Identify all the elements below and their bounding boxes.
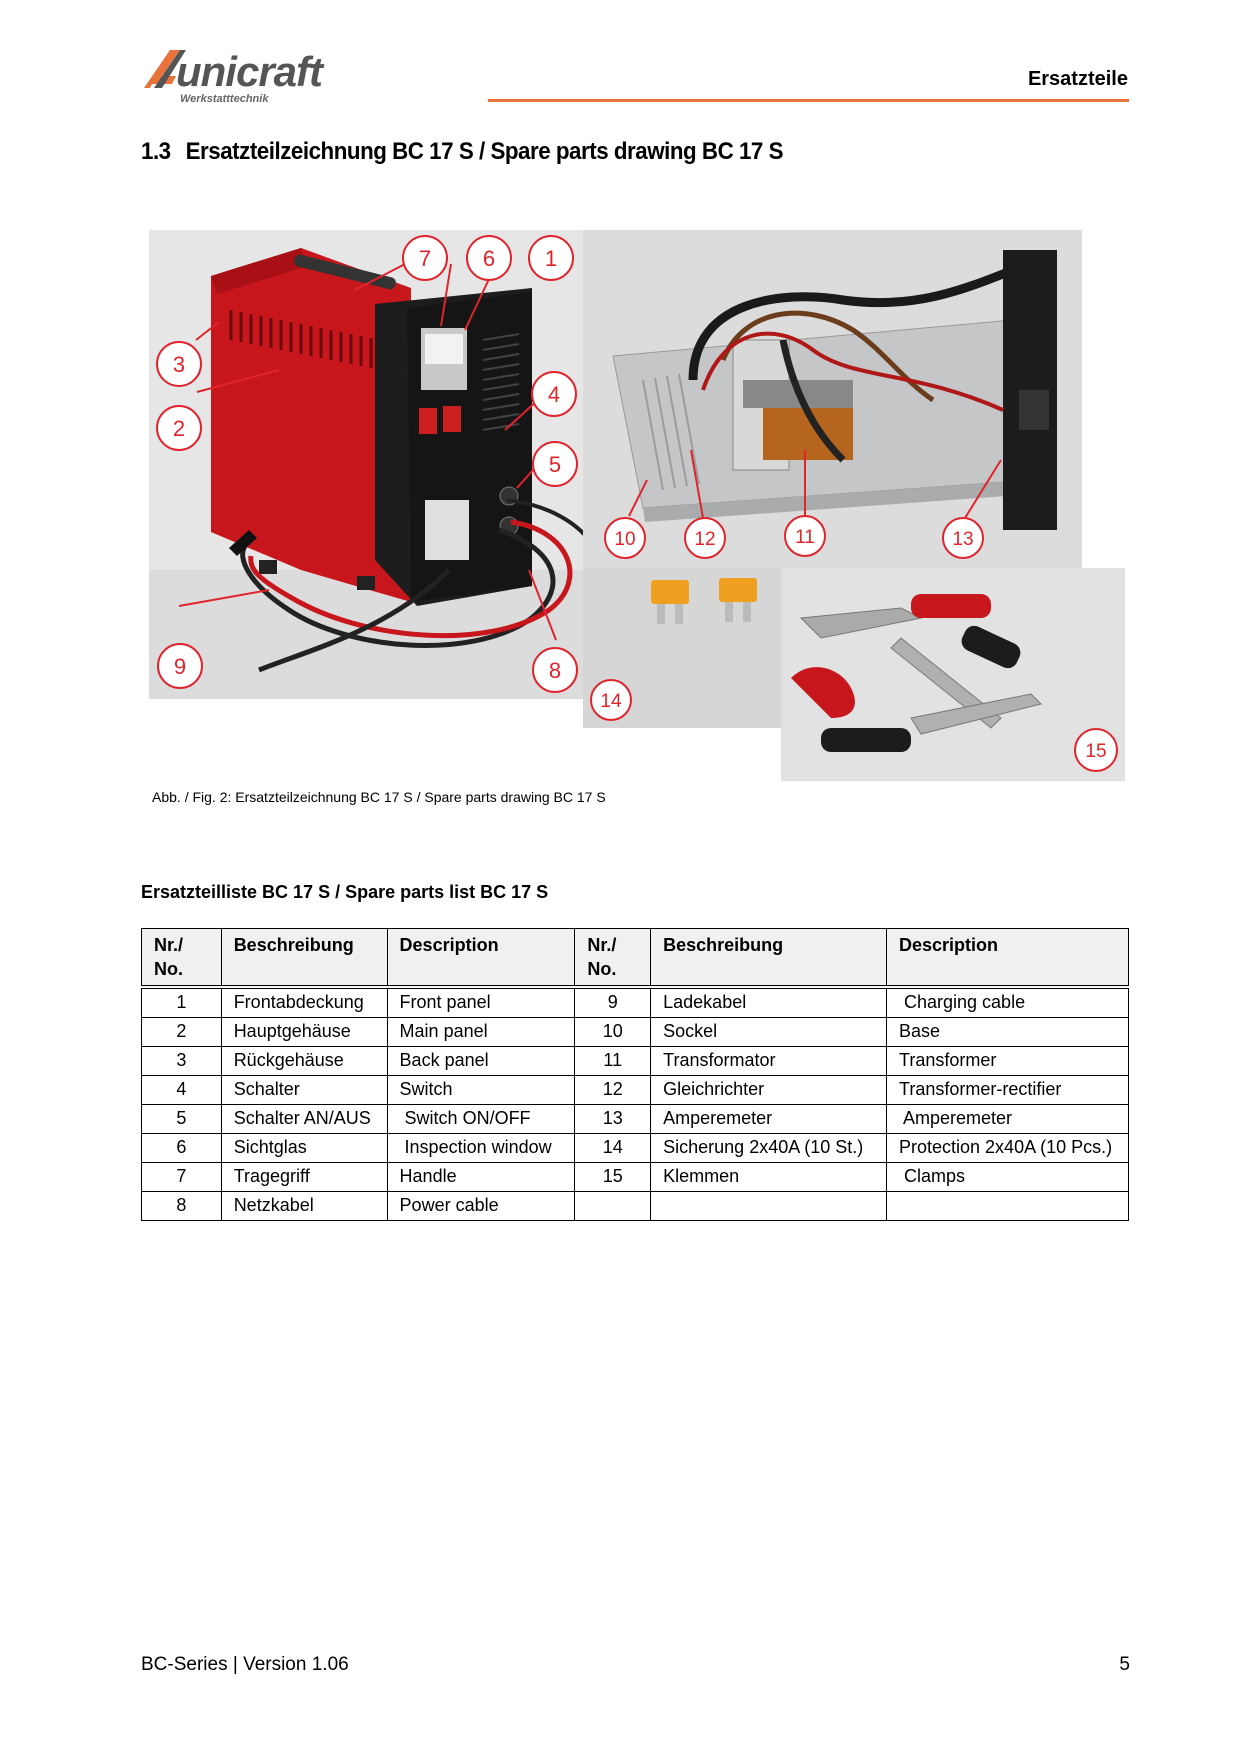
svg-text:9: 9 [173, 654, 187, 679]
callout-14 [591, 680, 631, 720]
part-beschreibung: Amperemeter [651, 1105, 887, 1134]
callout-4 [532, 372, 576, 416]
callout-11 [785, 516, 825, 556]
table-row [142, 1105, 1129, 1134]
part-description: Power cable [387, 1192, 575, 1221]
svg-text:13: 13 [952, 529, 974, 550]
table-row [142, 987, 1129, 1018]
part-description: Transformer-rectifier [887, 1076, 1129, 1105]
callout-1 [529, 236, 573, 280]
part-beschreibung: Ladekabel [651, 987, 887, 1018]
photo-charger-exterior [149, 230, 583, 699]
part-number: 14 [575, 1134, 651, 1163]
part-description: Base [887, 1018, 1129, 1047]
footer-page-number: 5 [1119, 1654, 1130, 1675]
photo-charger-interior [583, 230, 1082, 568]
part-number: 4 [142, 1076, 222, 1105]
svg-text:7: 7 [418, 246, 432, 271]
part-description: Back panel [387, 1047, 575, 1076]
table-row [142, 1018, 1129, 1047]
parts-table [141, 928, 1129, 1221]
figure-caption: Abb. / Fig. 2: Ersatzteilzeichnung BC 17 S / Spare parts drawing BC 17 S [152, 789, 606, 805]
unicraft-logo [140, 44, 380, 106]
part-number: 15 [575, 1163, 651, 1192]
part-description: Handle [387, 1163, 575, 1192]
part-number: 10 [575, 1018, 651, 1047]
callout-2 [157, 406, 201, 450]
logo-wordmark: unicraft [176, 48, 323, 95]
section-number: 1.3 [141, 138, 171, 165]
callout-13 [943, 518, 983, 558]
svg-text:4: 4 [547, 382, 561, 407]
photo-clamps [781, 568, 1125, 781]
table-row [142, 1047, 1129, 1076]
table-header-row [142, 929, 1129, 988]
svg-text:5: 5 [548, 452, 562, 477]
part-beschreibung: Rückgehäuse [221, 1047, 387, 1076]
callout-7 [403, 236, 447, 280]
header-description-1: Description [387, 929, 575, 988]
part-beschreibung: Hauptgehäuse [221, 1018, 387, 1047]
callout-8 [533, 648, 577, 692]
part-beschreibung: Schalter [221, 1076, 387, 1105]
part-description: Front panel [387, 987, 575, 1018]
part-number: 13 [575, 1105, 651, 1134]
svg-text:3: 3 [172, 352, 186, 377]
part-beschreibung: Gleichrichter [651, 1076, 887, 1105]
part-beschreibung: Frontabdeckung [221, 987, 387, 1018]
part-number: 6 [142, 1134, 222, 1163]
footer-version: BC-Series | Version 1.06 [141, 1654, 349, 1675]
part-beschreibung: Sichtglas [221, 1134, 387, 1163]
table-row [142, 1076, 1129, 1105]
part-description: Switch [387, 1076, 575, 1105]
part-beschreibung: Netzkabel [221, 1192, 387, 1221]
part-description: Amperemeter [887, 1105, 1129, 1134]
callout-6 [467, 236, 511, 280]
part-beschreibung: Sicherung 2x40A (10 St.) [651, 1134, 887, 1163]
part-number: 9 [575, 987, 651, 1018]
section-heading [141, 138, 783, 166]
svg-text:8: 8 [548, 658, 562, 683]
svg-text:1: 1 [544, 246, 558, 271]
part-beschreibung: Schalter AN/AUS [221, 1105, 387, 1134]
header-description-2: Description [887, 929, 1129, 988]
svg-text:12: 12 [694, 529, 716, 550]
part-description: Transformer [887, 1047, 1129, 1076]
part-number: 5 [142, 1105, 222, 1134]
callout-5 [533, 442, 577, 486]
part-description: Inspection window [387, 1134, 575, 1163]
svg-text:6: 6 [482, 246, 496, 271]
part-description: Main panel [387, 1018, 575, 1047]
part-description: Clamps [887, 1163, 1129, 1192]
callout-10 [605, 518, 645, 558]
part-number: 1 [142, 987, 222, 1018]
part-description [887, 1192, 1129, 1221]
part-description: Switch ON/OFF [387, 1105, 575, 1134]
table-row [142, 1163, 1129, 1192]
header-beschreibung-2: Beschreibung [651, 929, 887, 988]
part-number: 2 [142, 1018, 222, 1047]
parts-list-title: Ersatzteilliste BC 17 S / Spare parts list BC 17 S [141, 882, 549, 902]
svg-text:2: 2 [172, 416, 186, 441]
header-rule [488, 99, 1129, 102]
part-beschreibung: Sockel [651, 1018, 887, 1047]
callout-3 [157, 342, 201, 386]
table-row [142, 1134, 1129, 1163]
part-number: 7 [142, 1163, 222, 1192]
part-number [575, 1192, 651, 1221]
part-number: 3 [142, 1047, 222, 1076]
part-number: 11 [575, 1047, 651, 1076]
svg-text:11: 11 [795, 527, 815, 548]
part-beschreibung [651, 1192, 887, 1221]
logo-subtext: Werkstatttechnik [180, 93, 269, 105]
header-beschreibung-1: Beschreibung [221, 929, 387, 988]
photo-fuses [583, 568, 781, 728]
part-number: 12 [575, 1076, 651, 1105]
header-section-label: Ersatzteile [1027, 68, 1128, 90]
header-nr-2: Nr./ No. [575, 929, 651, 988]
part-number: 8 [142, 1192, 222, 1221]
part-description: Charging cable [887, 987, 1129, 1018]
callout-12 [685, 518, 725, 558]
table-row [142, 1192, 1129, 1221]
section-title: Ersatzteilzeichnung BC 17 S / Spare parts drawing BC 17 S [185, 138, 784, 165]
part-beschreibung: Klemmen [651, 1163, 887, 1192]
callout-15 [1075, 729, 1117, 771]
header-nr-1: Nr./ No. [142, 929, 222, 988]
part-beschreibung: Transformator [651, 1047, 887, 1076]
part-description: Protection 2x40A (10 Pcs.) [887, 1134, 1129, 1163]
svg-text:10: 10 [614, 529, 636, 550]
svg-text:14: 14 [600, 691, 622, 712]
callout-9 [158, 644, 202, 688]
part-beschreibung: Tragegriff [221, 1163, 387, 1192]
svg-text:15: 15 [1085, 741, 1107, 762]
